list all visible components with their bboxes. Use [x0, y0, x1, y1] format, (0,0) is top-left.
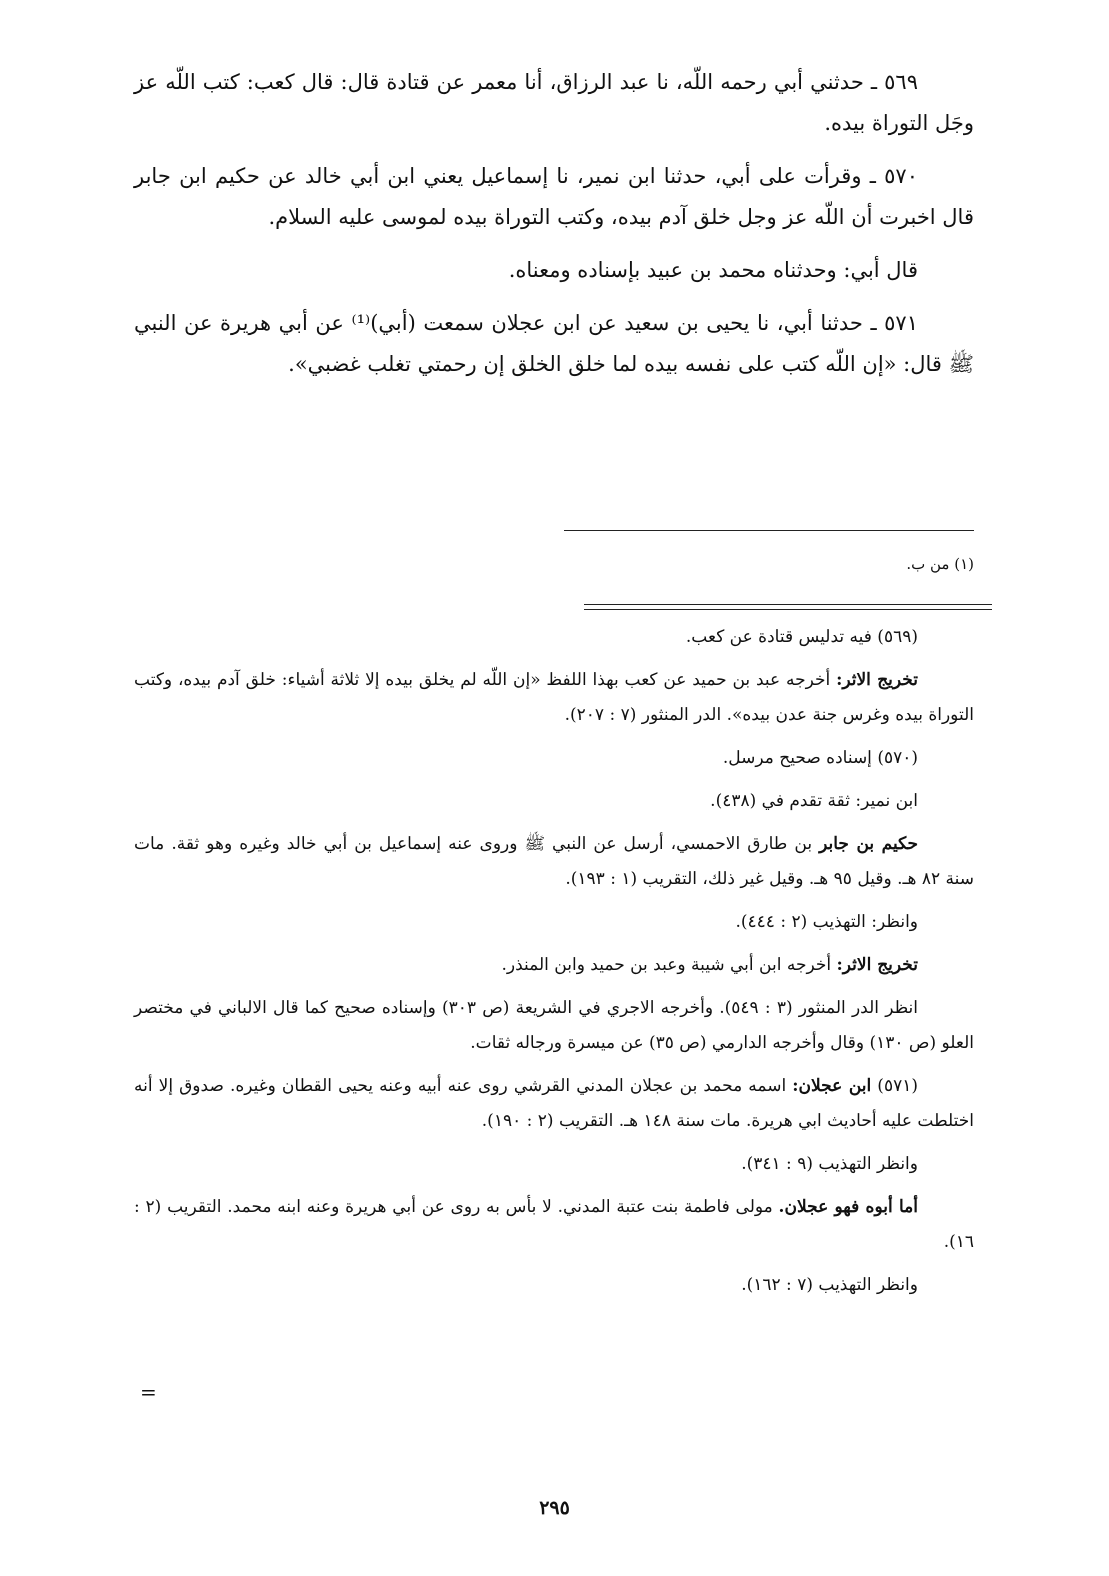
hakim-text: بن طارق الاحمسي، أرسل عن النبي ﷺ وروى عنه إسماعيل بن أبي خالد وغيره وهو ثقة. مات سنة ٨٢ هـ. وقيل ٩٥ هـ. وقيل غير ذلك، التقريب (١ : ١٩٣).: [134, 834, 974, 889]
footnote-separator: [564, 530, 974, 531]
ibn-ajlan-label: ابن عجلان:: [792, 1076, 872, 1096]
commentary-569-takhrij: [134, 663, 974, 733]
commentary-571: [134, 1069, 974, 1139]
hadith-569: ٥٦٩ ـ حدثني أبي رحمه اللّه، نا عبد الرزاق، أنا معمر عن قتادة قال: قال كعب: كتب اللّه عز وجَل التوراة بيده.: [134, 70, 974, 135]
commentary-569: (٥٦٩) فيه تدليس قتادة عن كعب.: [685, 627, 918, 647]
commentary-hakim: [134, 827, 974, 897]
ibn-ajlan-text: اسمه محمد بن عجلان المدني القرشي روى عنه أبيه وعنه يحيى القطان وغيره. صدوق إلا أنه اختلطت عليه أحاديث ابي هريرة. مات سنة ١٤٨ هـ. التقريب (٢ : ١٩٠).: [134, 1076, 974, 1131]
commentary-tahdhib-1: وانظر: التهذيب (٢ : ٤٤٤).: [735, 912, 918, 932]
page-number: ٢٩٥: [539, 1497, 570, 1519]
commentary-tahdhib-3: وانظر التهذيب (٧ : ١٦٢).: [741, 1275, 918, 1295]
commentary-ibn-numayr: ابن نمير: ثقة تقدم في (٤٣٨).: [710, 791, 918, 811]
hadith-570: ٥٧٠ ـ وقرأت على أبي، حدثنا ابن نمير، نا إسماعيل يعني ابن أبي خالد عن حكيم ابن جابر قال اخبرت أن اللّه عز وجل خلق آدم بيده، وكتب التوراة بيده لموسى عليه السلام.: [134, 164, 974, 229]
takhrij-label: تخريج الاثر:: [836, 955, 918, 975]
commentary-570: (٥٧٠) إسناده صحيح مرسل.: [722, 748, 918, 768]
commentary-tahdhib-2: وانظر التهذيب (٩ : ٣٤١).: [741, 1154, 918, 1174]
ajlan-label: أما أبوه فهو عجلان.: [778, 1197, 918, 1217]
ajlan-text: مولى فاطمة بنت عتبة المدني. لا بأس به روى عن أبي هريرة وعنه ابنه محمد. التقريب (٢ : ١٦).: [134, 1197, 974, 1252]
footnote: (١) من ب.: [906, 555, 974, 573]
hakim-label: حكيم بن جابر: [819, 834, 919, 854]
main-text: [134, 62, 974, 397]
commentary: [134, 620, 974, 1311]
continuation-mark: =: [140, 1380, 157, 1404]
commentary-durr: انظر الدر المنثور (٣ : ٥٤٩). وأخرجه الاجري في الشريعة (ص ٣٠٣) وإسناده صحيح كما قال الالباني في مختصر العلو (ص ١٣٠) وقال وأخرجه الدارمي (ص ٣٥) عن ميسرة ورجاله ثقات.: [134, 998, 974, 1053]
takhrij-label: تخريج الاثر:: [836, 670, 918, 690]
hadith-570-note: قال أبي: وحدثناه محمد بن عبيد بإسناده ومعناه.: [508, 258, 918, 282]
takhrij-text: أخرجه ابن أبي شيبة وعبد بن حميد وابن المنذر.: [501, 955, 837, 975]
hadith-571: ٥٧١ ـ حدثنا أبي، نا يحيى بن سعيد عن ابن عجلان سمعت (أبي)⁽¹⁾ عن أبي هريرة عن النبي ﷺ قال: «إن اللّه كتب على نفسه بيده لما خلق الخلق إن رحمتي تغلب غضبي».: [134, 311, 974, 376]
commentary-570-takhrij: [134, 948, 974, 983]
takhrij-text: أخرجه عبد بن حميد عن كعب بهذا اللفظ «إن اللّه لم يخلق بيده إلا ثلاثة أشياء: خلق آدم بيده، وكتب التوراة بيده وغرس جنة عدن بيده». الدر المنثور (٧ : ٢٠٧).: [134, 670, 974, 725]
commentary-ajlan: [134, 1190, 974, 1260]
commentary-separator: [584, 604, 992, 610]
number-prefix: (٥٧١): [871, 1076, 918, 1096]
